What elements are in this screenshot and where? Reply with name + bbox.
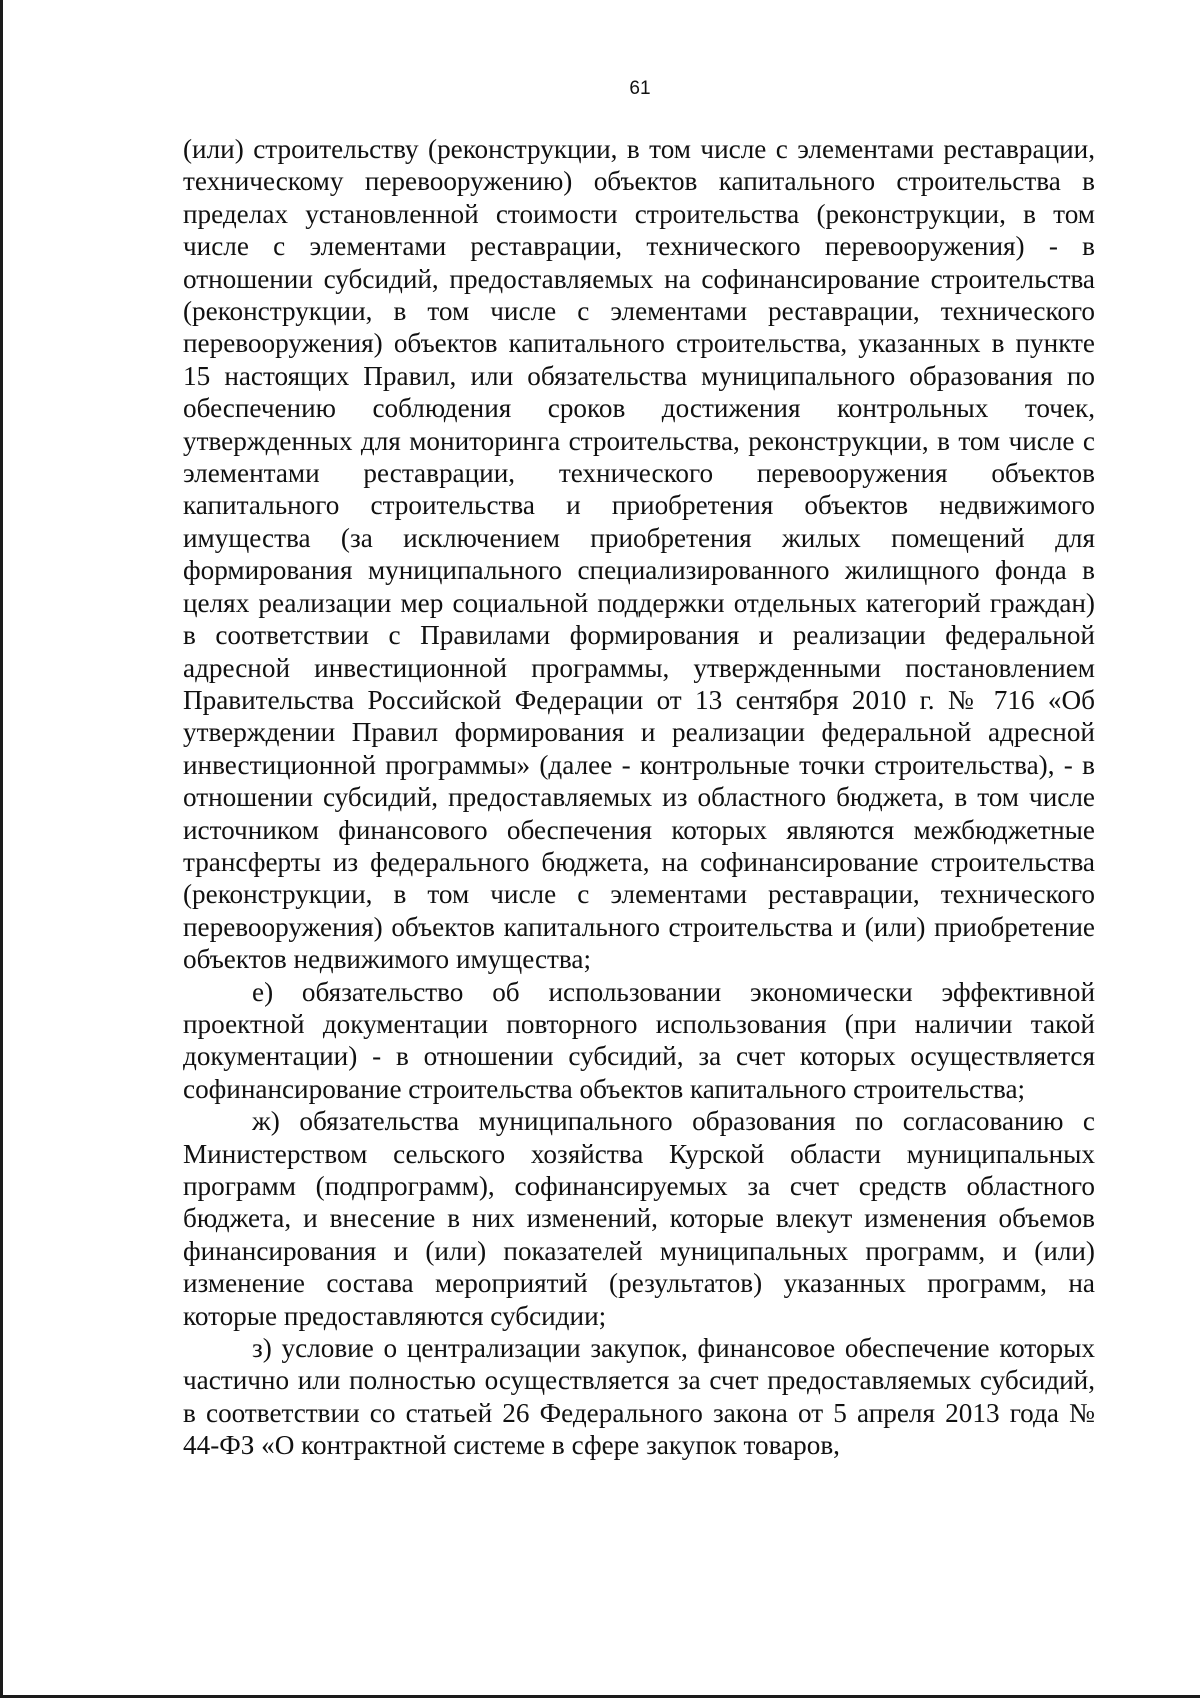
- page-number: 61: [629, 78, 651, 99]
- document-body: [183, 133, 1095, 1462]
- scan-left-border: [0, 0, 3, 1698]
- paragraph-item-e: е) обязательство об использовании экономически эффективной проектной документации повторного использования (при наличии такой документации) - в отношении субсидий, за счет которых осуществляется софинансирование строительства объектов капитального строительства;: [183, 976, 1095, 1104]
- paragraph-continuation: (или) строительству (реконструкции, в том числе с элементами реставрации, техническому перевооружению) объектов капитального строительства в пределах установленной стоимости строительства (реконструкции, в том числе с элементами реставрации, технического перевооружения) - в отношении субсидий, предоставляемых на софинансирование строительства (реконструкции, в том числе с элементами реставрации, технического перевооружения) объектов капитального строительства, указанных в пункте 15 настоящих Правил, или обязательства муниципального образования по обеспечению соблюдения сроков достижения контрольных точек, утвержденных для мониторинга строительства, реконструкции, в том числе с элементами реставрации, технического перевооружения объектов капитального строительства и приобретения объектов недвижимого имущества (за исключением приобретения жилых помещений для формирования муниципального специализированного жилищного фонда в целях реализации мер социальной поддержки отдельных категорий граждан) в соответствии с Правилами формирования и реализации федеральной адресной инвестиционной программы, утвержденными постановлением Правительства Российской Федерации от 13 сентября 2010 г. № 716 «Об утверждении Правил формирования и реализации федеральной адресной инвестиционной программы» (далее - контрольные точки строительства), - в отношении субсидий, предоставляемых из областного бюджета, в том числе источником финансового обеспечения которых являются межбюджетные трансферты из федерального бюджета, на софинансирование строительства (реконструкции, в том числе с элементами реставрации, технического перевооружения) объектов капитального строительства и (или) приобретение объектов недвижимого имущества;: [183, 134, 1095, 975]
- paragraph-item-z: з) условие о централизации закупок, финансовое обеспечение которых частично или полностью осуществляется за счет предоставляемых субсидий, в соответствии со статьей 26 Федерального закона от 5 апреля 2013 года № 44-ФЗ «О контрактной системе в сфере закупок товаров,: [183, 1333, 1095, 1461]
- paragraph-item-zh: ж) обязательства муниципального образования по согласованию с Министерством сельского хозяйства Курской области муниципальных программ (подпрограмм), софинансируемых за счет средств областного бюджета, и внесение в них изменений, которые влекут изменения объемов финансирования и (или) показателей муниципальных программ, и (или) изменение состава мероприятий (результатов) указанных программ, на которые предоставляются субсидии;: [183, 1106, 1095, 1331]
